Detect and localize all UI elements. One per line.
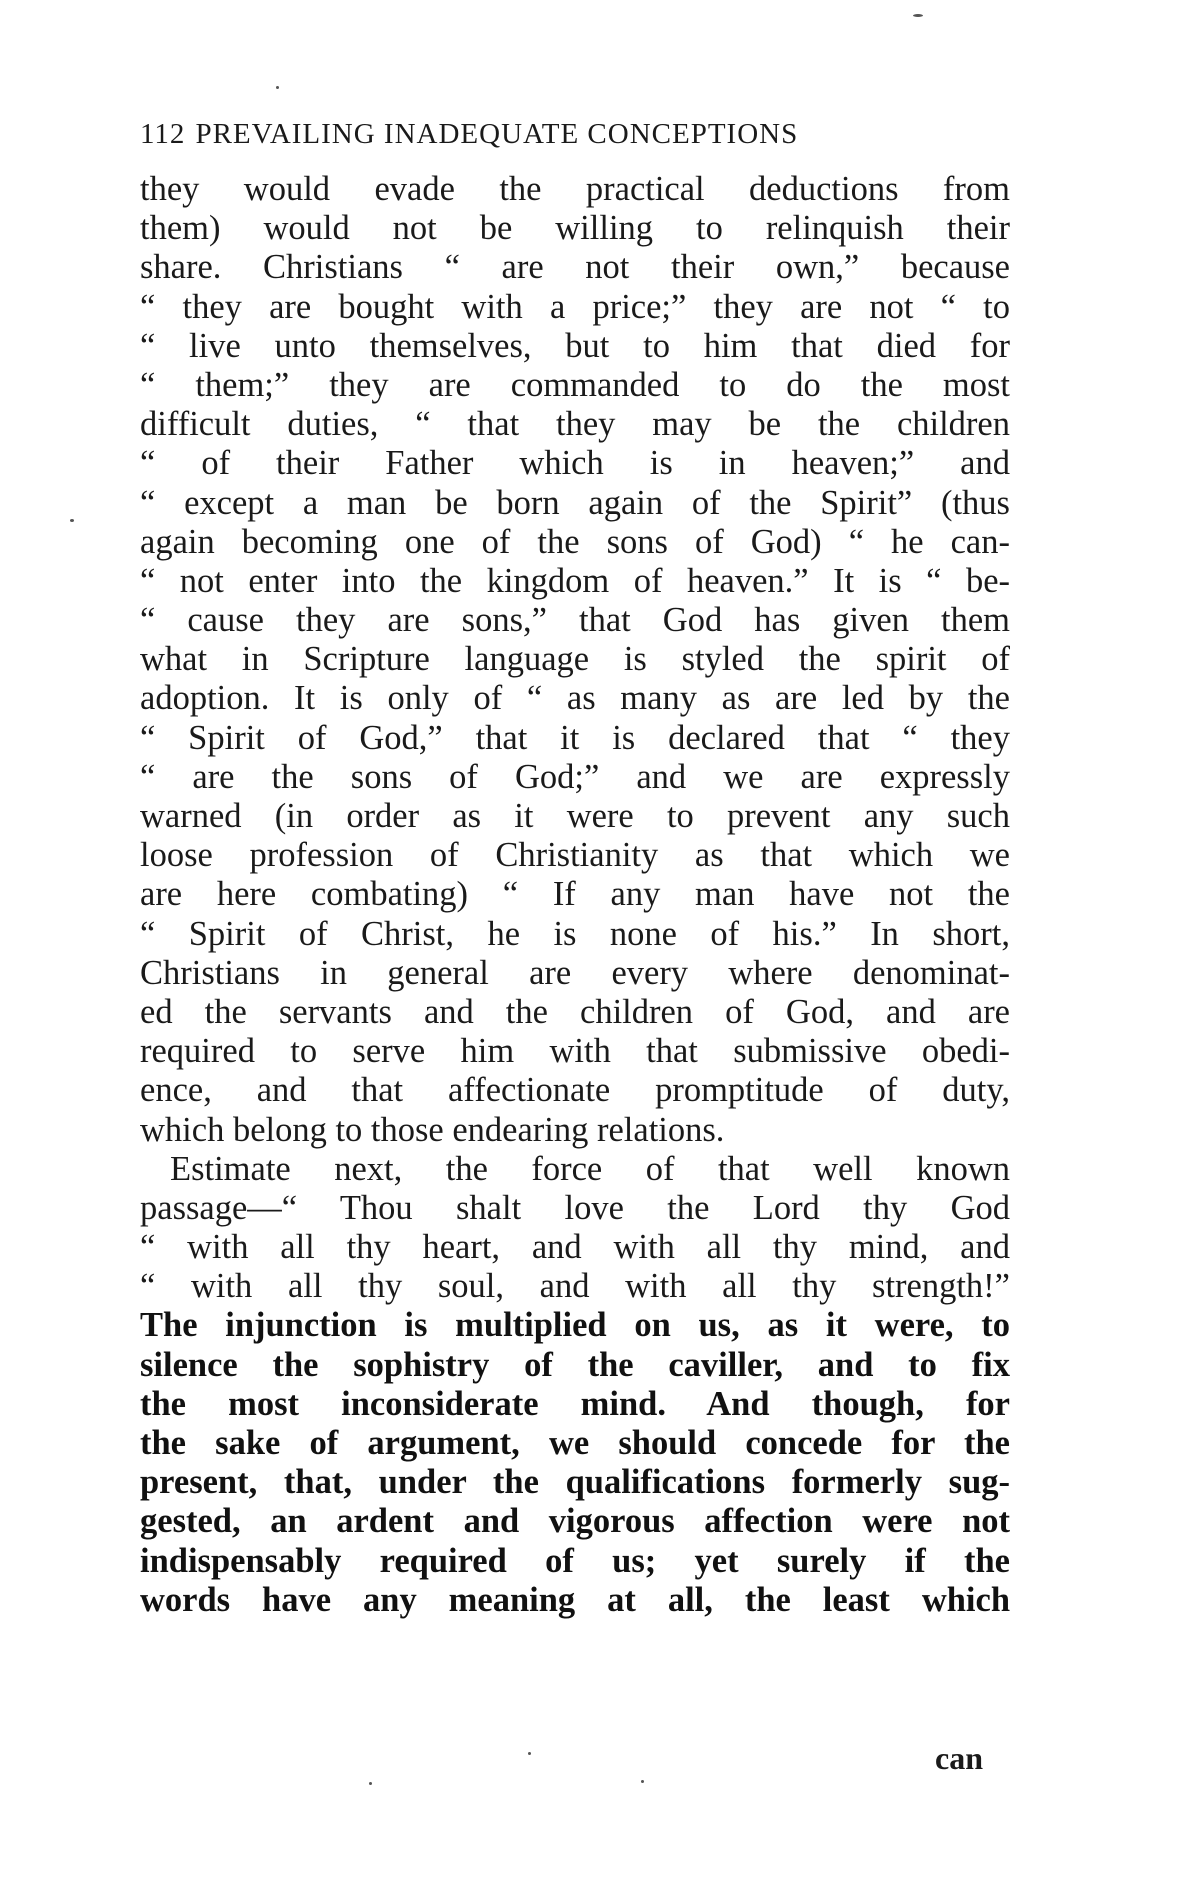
text-line: present, that, under the qualifications formerly sug- (140, 1463, 1010, 1502)
text-line: adoption. It is only of “ as many as are led by the (140, 679, 1010, 718)
text-line: The injunction is multiplied on us, as it were, to (140, 1306, 1010, 1345)
text-line: “ except a man be born again of the Spirit” (thus (140, 483, 1010, 522)
ink-speck (70, 519, 74, 522)
text-line: “ them;” they are commanded to do the most (140, 365, 1010, 404)
text-line: warned (in order as it were to prevent any such (140, 797, 1010, 835)
text-line: “ with all thy soul, and with all thy strength!” (140, 1267, 1010, 1306)
text-line: “ of their Father which is in heaven;” and (140, 444, 1010, 483)
text-line: Christians in general are every where denominat- (140, 953, 1010, 992)
text-line: Estimate next, the force of that well known (170, 1149, 1010, 1188)
ink-speck (528, 1752, 531, 1755)
text-line: which belong to those endearing relations. (140, 1110, 725, 1149)
text-line: “ are the sons of God;” and we are expressly (140, 757, 1010, 796)
text-line: “ cause they are sons,” that God has given them (140, 601, 1010, 640)
text-line: required to serve him with that submissive obedi- (140, 1032, 1010, 1071)
ink-speck (276, 86, 279, 89)
text-line: “ not enter into the kingdom of heaven.” It is “ be- (140, 561, 1010, 600)
text-line: “ with all thy heart, and with all thy mind, and (140, 1228, 1010, 1267)
ink-speck (641, 1780, 644, 1783)
text-line: words have any meaning at all, the least which (140, 1580, 1010, 1619)
ink-speck (369, 1782, 372, 1785)
text-line: the most inconsiderate mind. And though, for (140, 1384, 1010, 1423)
text-line: what in Scripture language is styled the spirit of (140, 640, 1010, 679)
catchword: can (935, 1740, 983, 1776)
text-line: are here combating) “ If any man have not the (140, 875, 1010, 914)
text-line: they would evade the practical deductions from (140, 170, 1010, 208)
text-line: ence, and that affectionate promptitude of duty, (140, 1071, 1010, 1110)
text-line: “ they are bought with a price;” they are not “ to (140, 287, 1010, 326)
text-line: gested, an ardent and vigorous affection were not (140, 1502, 1010, 1541)
text-line: them) would not be willing to relinquish their (140, 209, 1010, 248)
text-line: “ live unto themselves, but to him that died for (140, 326, 1010, 365)
text-line: difficult duties, “ that they may be the children (140, 405, 1010, 444)
running-title: PREVAILING INADEQUATE CONCEPTIONS (195, 118, 799, 150)
text-line: ed the servants and the children of God, and are (140, 992, 1010, 1031)
body-text (140, 170, 1010, 1620)
running-header (140, 118, 1010, 151)
text-line: “ Spirit of Christ, he is none of his.” In short, (140, 914, 1010, 953)
text-line: indispensably required of us; yet surely if the (140, 1541, 1010, 1580)
text-line: the sake of argument, we should concede for the (140, 1424, 1010, 1462)
ink-speck (913, 14, 923, 17)
page-number: 112 (140, 118, 186, 150)
text-line: share. Christians “ are not their own,” because (140, 248, 1010, 287)
text-line: “ Spirit of God,” that it is declared that “ they (140, 718, 1010, 757)
text-line: passage—“ Thou shalt love the Lord thy God (140, 1188, 1010, 1227)
text-line: again becoming one of the sons of God) “ he can- (140, 522, 1010, 561)
text-line: silence the sophistry of the caviller, and to fix (140, 1345, 1010, 1384)
text-line: loose profession of Christianity as that which we (140, 836, 1010, 875)
